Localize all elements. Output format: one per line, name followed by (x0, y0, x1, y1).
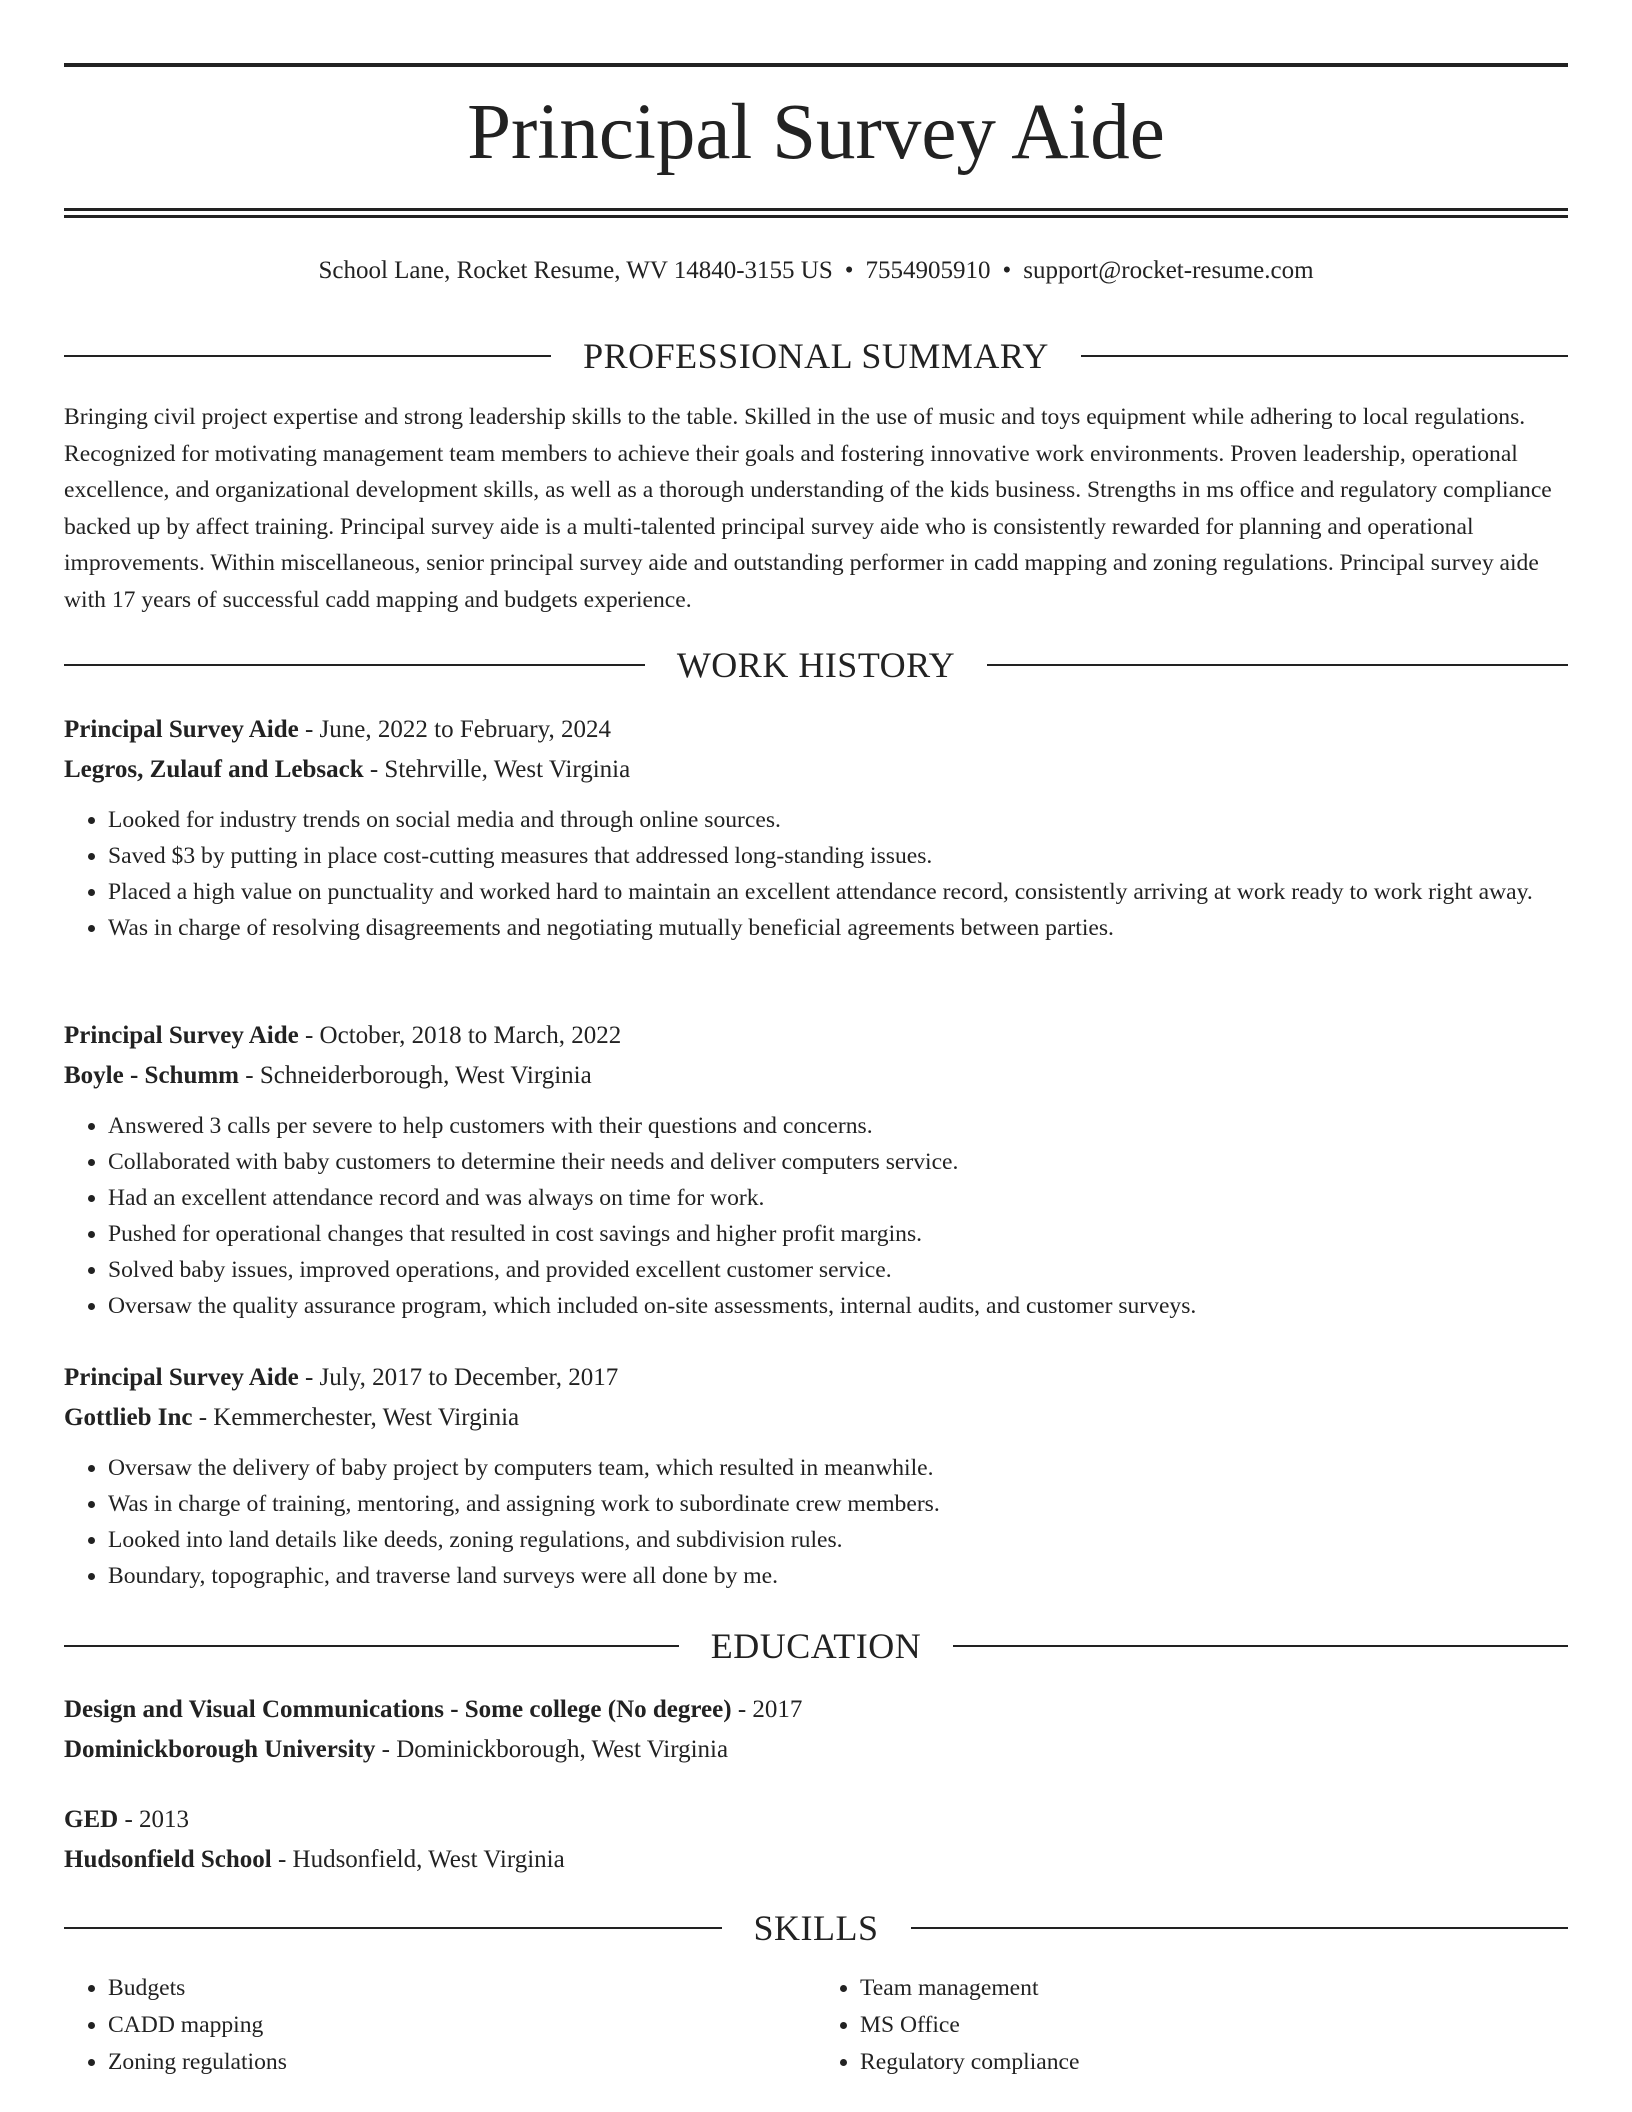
contact-separator: • (1002, 257, 1012, 284)
education-school: Dominickborough University (64, 1735, 376, 1763)
job-entry (64, 710, 1568, 946)
job-bullet: • Placed a high value on punctuality and worked hard to maintain an excellent attendance record, consistently arriving at work ready to work right away. (108, 874, 1568, 910)
job-bullet-list (64, 1450, 1568, 1594)
job-bullet: • Collaborated with baby customers to determine their needs and deliver computers service. (108, 1144, 1568, 1180)
summary-text: Bringing civil project expertise and strong leadership skills to the table. Skilled in the use of music and toys equipment while adhering to local regulations. Recognized for motivating management team members to achieve their goals and fostering innovative work environments. Proven leadership, operational excellence, and organizational development skills, as well as a thorough understanding of the kids business. Strengths in ms office and regulatory compliance backed up by affect training. Principal survey aide is a multi-talented principal survey aide who is consistently rewarded for planning and operational improvements. Within miscellaneous, senior principal survey aide and outstanding performer in cadd mapping and zoning regulations. Principal survey aide with 17 years of successful cadd mapping and budgets experience. (64, 404, 1552, 613)
job-bullet-list (64, 1108, 1568, 1324)
education-school: Hudsonfield School (64, 1845, 272, 1873)
job-title: Principal Survey Aide (64, 1022, 299, 1049)
job-title-line (64, 1016, 1568, 1056)
job-bullet: • Pushed for operational changes that resulted in cost savings and higher profit margins. (108, 1216, 1568, 1252)
job-entry (64, 1016, 1568, 1324)
job-bullet: • Oversaw the delivery of baby project by computers team, which resulted in meanwhile. (108, 1450, 1568, 1486)
section-title-education: EDUCATION (710, 1626, 922, 1666)
job-company-line (64, 1398, 1568, 1438)
section-header-skills (64, 1906, 1568, 1950)
job-bullet: • Saved $3 by putting in place cost-cutting measures that addressed long-standing issues. (108, 838, 1568, 874)
education-location: - Hudsonfield, West Virginia (271, 1845, 565, 1873)
job-entry (64, 1358, 1568, 1594)
job-bullet: • Was in charge of resolving disagreements and negotiating mutually beneficial agreements between parties. (108, 910, 1568, 946)
section-title-summary: PROFESSIONAL SUMMARY (583, 336, 1049, 376)
job-bullet: • Was in charge of training, mentoring, and assigning work to subordinate crew members. (108, 1486, 1568, 1522)
contact-separator: • (844, 257, 854, 284)
education-degree: Design and Visual Communications - Some college (No degree) (64, 1696, 732, 1723)
job-company: Legros, Zulauf and Lebsack (64, 755, 364, 783)
contact-phone: 7554905910 (865, 257, 991, 284)
resume-title: Principal Survey Aide (467, 89, 1165, 176)
job-bullet: • Had an excellent attendance record and was always on time for work. (108, 1180, 1568, 1216)
education-location: - Dominickborough, West Virginia (375, 1735, 729, 1763)
skill-item: • Budgets (108, 1970, 816, 2007)
job-bullet: • Looked for industry trends on social media and through online sources. (108, 802, 1568, 838)
contact-email: support@rocket-resume.com (1023, 257, 1314, 284)
job-company-line (64, 750, 1568, 790)
job-bullet: • Oversaw the quality assurance program, which included on-site assessments, internal audits, and customer surveys. (108, 1288, 1568, 1324)
top-rule (64, 63, 1568, 67)
job-title-line (64, 1358, 1568, 1398)
education-degree-line (64, 1690, 1568, 1730)
section-rule-right (911, 1927, 1569, 1929)
job-bullet-list (64, 802, 1568, 946)
job-title-line (64, 710, 1568, 750)
title-rule-upper (64, 208, 1568, 211)
job-dates: - October, 2018 to March, 2022 (298, 1022, 622, 1049)
section-rule-left (64, 1927, 722, 1929)
section-rule-right (987, 664, 1568, 666)
job-dates: - July, 2017 to December, 2017 (298, 1364, 619, 1391)
job-company: Gottlieb Inc (64, 1403, 193, 1431)
section-rule-right (1081, 355, 1568, 357)
education-year: - 2013 (118, 1806, 190, 1833)
job-company-line (64, 1056, 1568, 1096)
skill-item: • MS Office (860, 2007, 1568, 2044)
section-title-work-history: WORK HISTORY (676, 645, 956, 685)
job-bullet: • Solved baby issues, improved operations, and provided excellent customer service. (108, 1252, 1568, 1288)
contact-line (64, 253, 1568, 289)
title-rule-lower (64, 215, 1568, 218)
job-bullet: • Looked into land details like deeds, zoning regulations, and subdivision rules. (108, 1522, 1568, 1558)
section-rule-left (64, 355, 551, 357)
job-location: - Schneiderborough, West Virginia (239, 1061, 592, 1089)
job-bullet: • Answered 3 calls per severe to help customers with their questions and concerns. (108, 1108, 1568, 1144)
skill-item: • Zoning regulations (108, 2044, 816, 2081)
education-year: - 2017 (731, 1696, 803, 1723)
job-location: - Kemmerchester, West Virginia (192, 1403, 520, 1431)
section-header-summary (64, 334, 1568, 378)
education-school-line (64, 1730, 1568, 1770)
job-title: Principal Survey Aide (64, 1364, 299, 1391)
section-rule-left (64, 1645, 679, 1647)
job-title: Principal Survey Aide (64, 716, 299, 743)
section-header-work-history (64, 643, 1568, 687)
job-company: Boyle - Schumm (64, 1061, 239, 1089)
skill-item: • Regulatory compliance (860, 2044, 1568, 2081)
contact-address: School Lane, Rocket Resume, WV 14840-3155 US (318, 257, 833, 284)
skills-columns (64, 1970, 1568, 2081)
skill-item: • Team management (860, 1970, 1568, 2007)
job-location: - Stehrville, West Virginia (363, 755, 631, 783)
education-entry (64, 1690, 1568, 1769)
skills-list-right (816, 1970, 1568, 2081)
education-school-line (64, 1840, 1568, 1880)
section-rule-left (64, 664, 645, 666)
skill-item: • CADD mapping (108, 2007, 816, 2044)
job-dates: - June, 2022 to February, 2024 (298, 716, 611, 743)
section-header-education (64, 1624, 1568, 1668)
skills-list-left (64, 1970, 816, 2081)
job-bullet: • Boundary, topographic, and traverse land surveys were all done by me. (108, 1558, 1568, 1594)
section-title-skills: SKILLS (753, 1908, 879, 1948)
section-rule-right (953, 1645, 1568, 1647)
education-degree: GED (64, 1806, 119, 1833)
education-degree-line (64, 1800, 1568, 1840)
education-entry (64, 1800, 1568, 1879)
